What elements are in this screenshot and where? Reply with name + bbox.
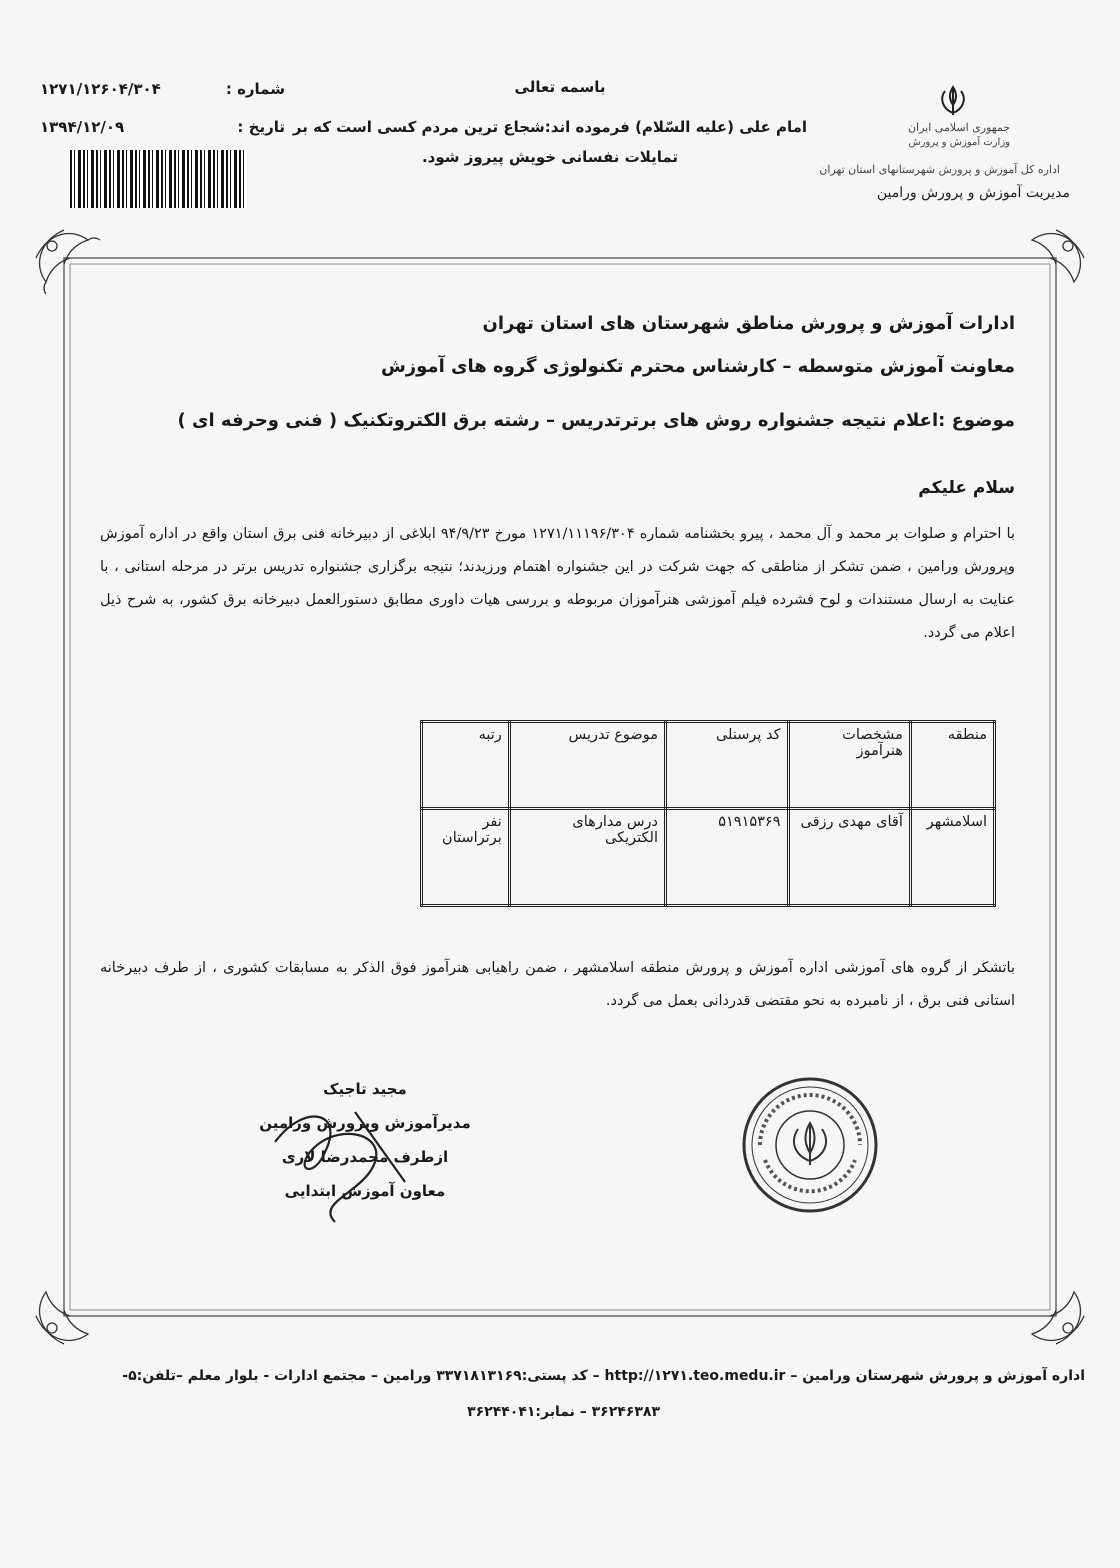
recipient-line-1: ادارات آموزش و پرورش مناطق شهرستان های استان تهران (482, 313, 1015, 334)
letter-date-label: تاریخ : (237, 118, 285, 136)
header-quote: امام علی (علیه السّلام) فرموده اند:شجاع ترین مردم کسی است که بر تمایلات نفسانی خویش پیروز شود. (292, 118, 808, 166)
barcode (70, 150, 246, 208)
cell-personnel-code: ۵۱۹۱۵۳۶۹ (666, 809, 789, 906)
cell-teaching-topic: درس مدارهای الکتریکی (509, 809, 665, 906)
letter-date (40, 118, 285, 136)
org-line-ministry: وزارت آموزش و پرورش (908, 137, 1010, 148)
cell-rank: نفر برتراستان (422, 809, 510, 906)
body-paragraph-2: باتشکر از گروه های آموزشی اداره آموزش و پرورش منطقه اسلامشهر ، ضمن راهیابی هنرآموز فوق الذکر به مسابقات کشوری ، از طرف دبیرخانه استانی فنی برق ، از نامبرده به نحو مقتضی قدردانی بعمل می گردد. (100, 960, 1015, 1009)
header-cell-teacher: مشخصات هنرآموز (788, 722, 910, 809)
table-row (422, 809, 995, 906)
header-cell-teaching-topic: موضوع تدریس (509, 722, 665, 809)
basmala-heading: باسمه تعالی (514, 78, 606, 96)
results-table (420, 720, 996, 907)
cell-region: اسلامشهر (910, 809, 994, 906)
letter-number (40, 80, 285, 98)
letter-date-value: ۱۳۹۴/۱۲/۰۹ (40, 118, 125, 136)
recipient-line-2: معاونت آموزش متوسطه – کارشناس محترم تکنولوژی گروه های آموزش (380, 356, 1015, 377)
official-stamp-seal (740, 1075, 880, 1215)
org-line-general-office: اداره کل آموزش و پرورش شهرستانهای استان تهران (819, 163, 1060, 176)
corner-ornament-top-right (1032, 230, 1084, 282)
cell-teacher: آقای مهدی رزقی (788, 809, 910, 906)
table-header-row (422, 722, 995, 809)
greeting: سلام علیکم (918, 478, 1015, 498)
corner-ornament-top-left (36, 230, 100, 294)
letter-number-value: ۱۲۷۱/۱۲۶۰۴/۳۰۴ (40, 80, 161, 98)
org-line-varamin-office: مدیریت آموزش و پرورش ورامین (876, 185, 1070, 201)
org-line-country: جمهوری اسلامی ایران (907, 121, 1010, 134)
header-cell-rank: رتبه (422, 722, 510, 809)
body-paragraph-1: با احترام و صلوات بر محمد و آل محمد ، پیرو بخشنامه شماره ۱۲۷۱/۱۱۱۹۶/۳۰۴ مورخ ۹۴/۹/۲۳ ابلاغی از دبیرخانه فنی برق استان واقع در اداره آموزش وپرورش ورامین ، ضمن تشکر از مناطقی که جهت شرکت در این جشنواره اهتمام ورزیدند؛ نتیجه برگزاری جشنواره تدریس برتر در مرحله استانی ، با عنایت به ارسال مستندات و لوح فشرده فیلم آموزشی هنرآموزان مربوطه و بررسی هیات داوری مطابق دستورالعمل دبیرخانه برق کشور، به شرح ذیل اعلام می گردد. (100, 526, 1015, 641)
letter-subject: موضوع :اعلام نتیجه جشنواره روش های برترتدریس – رشته برق الکتروتکنیک ( فنی وحرفه ای ) (177, 410, 1015, 431)
signer-name: مجید تاجیک (323, 1080, 407, 1098)
signer-title: مدیرآموزش وپرورش ورامین (259, 1114, 471, 1132)
signer-on-behalf: ازطرف محمدرضا لاری (281, 1148, 449, 1166)
footer-address: اداره آموزش و پرورش شهرستان ورامین – http://۱۲۷۱.teo.medu.ir – کد پستی:۳۳۷۱۸۱۳۱۶۹ ورامین – مجتمع ادارات - بلوار معلم –تلفن:۵- (122, 1368, 1085, 1384)
header-cell-personnel-code: کد پرسنلی (666, 722, 789, 809)
letter-number-label: شماره : (225, 80, 285, 98)
signer-role: معاون آموزش ابتدایی (284, 1182, 446, 1200)
corner-ornament-bottom-right (1032, 1292, 1084, 1344)
emblem-icon (935, 85, 971, 117)
corner-ornament-bottom-left (36, 1292, 88, 1344)
header-cell-region: منطقه (910, 722, 994, 809)
footer-phones: ۳۶۲۴۶۳۸۳ – نمابر:۳۶۲۴۴۰۴۱ (467, 1404, 660, 1420)
handwritten-signature (255, 1082, 435, 1232)
